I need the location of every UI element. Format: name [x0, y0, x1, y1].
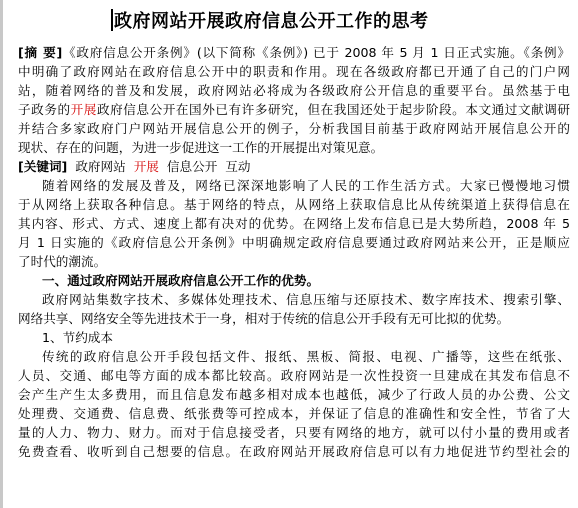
intro-line-1: 随着网络的发展及普及，网络已深深地影响了人民的工作生活方式。大家已慢慢地习惯 — [42, 178, 570, 193]
abstract-line-3: 站，随着网络的普及和发展，政府网站必将成为各级政府公开信息的重要平台。虽然基于电 — [18, 83, 570, 98]
subsection-para-line-1: 传统的政府信息公开手段包括文件、报纸、黑板、简报、电视、广播等，这些在纸张、 — [42, 349, 570, 364]
abstract-text: 《政府信息公开条例》(以下简称《条例》) 已于 2008 年 5 月 1 日正式实施。《条例》 — [62, 45, 570, 60]
abstract-label: [摘 要] — [18, 45, 63, 60]
subsection-para-line-4: 处理费、交通费、信息费、纸张费等可控成本，并保证了信息的准确性和安全性，节省了大 — [18, 406, 570, 421]
abstract-line-2: 中明确了政府网站在政府信息公开中的职责和作用。现在各级政府都已开通了自己的门户网 — [18, 64, 570, 79]
abstract-line-1 — [18, 44, 570, 62]
intro-line-4: 月 1 日实施的《政府信息公开条例》中明确规定政府信息要通过政府网站来公开，正是顺应 — [18, 235, 570, 250]
subsection-para-line-5: 量的人力、物力、财力。而对于信息接受者，只要有网络的地方，就可以付小量的费用或者 — [18, 425, 570, 440]
intro-line-2: 于从网络上获取各种信息。基于网络的特点，从网络上获取信息比从传统渠道上获得信息在 — [18, 197, 570, 212]
intro-line-3: 其内容、形式、方式、速度上都有决对的优势。在网络上发布信息已是大势所趋，2008 年 5 — [18, 216, 570, 231]
keywords-line — [18, 158, 250, 176]
text-cursor — [111, 9, 113, 31]
abstract-line-4 — [18, 101, 570, 119]
document-title — [111, 9, 429, 35]
keywords-label: [关键词] — [18, 159, 68, 174]
abstract-text: 政府信息公开在国外已有许多研究，但在我国还处于起步阶段。本文通过文献调研 — [96, 102, 570, 117]
subsection-para-line-3: 会产生产生太多费用，而且信息发布越多相对成本也越低，减少了行政人员的办公费、公文 — [18, 387, 570, 402]
keyword: 政府网站 — [75, 159, 126, 174]
highlighted-term: 开展 — [70, 102, 97, 117]
section-para-line-2: 网络共享、网络安全等先进技术于一身，相对于传统的信息公开手段有无可比拟的优势。 — [18, 311, 510, 326]
abstract-line-6: 现状、存在的问题，为进一步促进这一工作的开展提出对策见意。 — [18, 140, 384, 155]
title-text: 政府网站开展政府信息公开工作的思考 — [114, 11, 429, 32]
abstract-line-5: 并结合多家政府门户网站开展信息公开的例子，分析我国目前基于政府网站开展信息公开的 — [18, 121, 570, 136]
abstract-text: 子政务的 — [18, 102, 71, 117]
keyword-highlighted: 开展 — [133, 159, 159, 174]
keyword: 互动 — [225, 159, 251, 174]
subsection-para-line-6: 免费查看、收听到自己想要的信息。在政府网站开展政府信息可以有力地促进节约型社会的 — [18, 444, 570, 459]
keyword: 信息公开 — [166, 159, 218, 174]
page-edge-shadow — [0, 0, 3, 508]
section-heading: 一、通过政府网站开展政府信息公开工作的优势。 — [42, 273, 320, 288]
subsection-para-line-2: 人员、交通、邮电等方面的成本都比较高。政府网站是一次性投资一旦建成在其发布信息不 — [18, 368, 570, 383]
subsection-heading: 1、节约成本 — [42, 330, 113, 345]
section-para-line-1: 政府网站集数字技术、多媒体处理技术、信息压缩与还原技术、数字库技术、搜索引擎、 — [42, 292, 570, 307]
intro-line-5: 了时代的潮流。 — [18, 254, 107, 269]
